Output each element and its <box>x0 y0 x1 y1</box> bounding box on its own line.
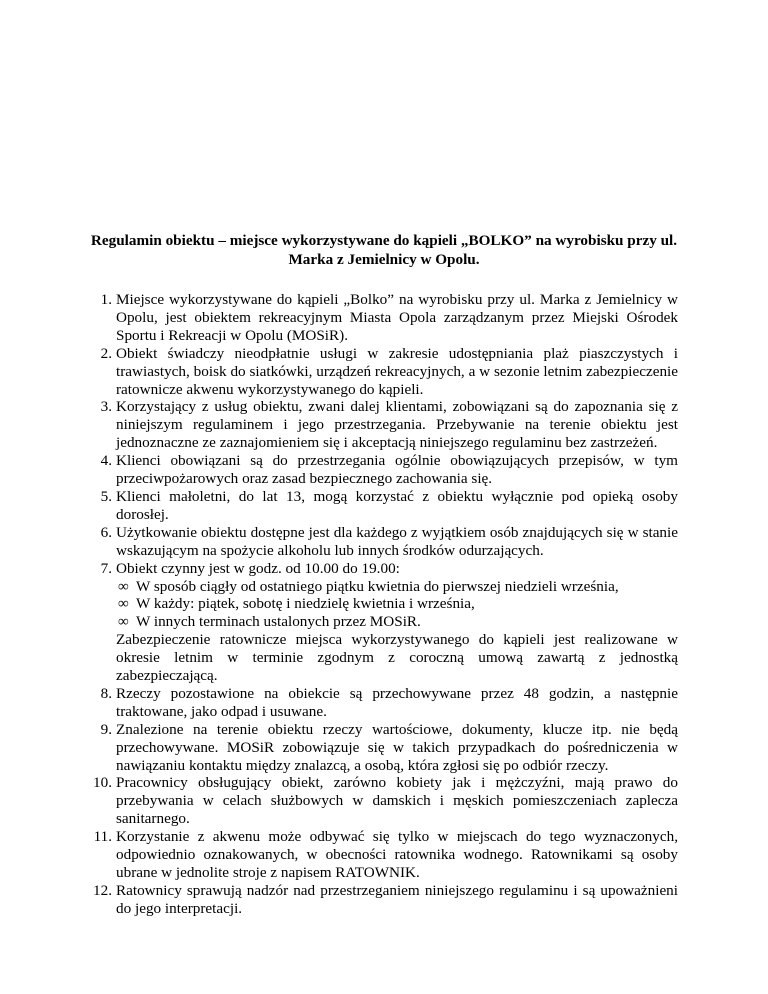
rule-item-8 <box>86 685 678 721</box>
opening-hours-text: W sposób ciągły od ostatniego piątku kwietnia do pierwszej niedzieli września, <box>136 577 619 595</box>
rule-number: 3. <box>100 398 112 416</box>
rule-item-12 <box>86 882 678 918</box>
rule-text: Obiekt czynny jest w godz. od 10.00 do 19.00: <box>116 559 400 577</box>
rule-item-5 <box>86 488 678 524</box>
rule-number: 9. <box>100 720 112 738</box>
rule-number: 6. <box>100 523 112 541</box>
rule-number: 11. <box>93 828 112 846</box>
opening-hours-item <box>116 613 678 631</box>
document-title: Regulamin obiektu – miejsce wykorzystywane do kąpieli „BOLKO” na wyrobisku przy ul. Marka z Jemielnicy w Opolu. <box>90 232 678 268</box>
rule-number: 5. <box>100 487 112 505</box>
rule-number: 7. <box>100 559 112 577</box>
opening-hours-text: W każdy: piątek, sobotę i niedzielę kwietnia i września, <box>136 595 475 613</box>
rule-item-6 <box>86 524 678 560</box>
rule-text: Korzystanie z akwenu może odbywać się tylko w miejscach do tego wyznaczonych, odpowiednio oznakowanych, w obecności ratownika wodnego. Ratownikami są osoby ubrane w jednolite stroje z napisem RATOWNIK. <box>116 828 678 881</box>
lifeguard-coverage-note: Zabezpieczenie ratownicze miejsca wykorzystywanego do kąpieli jest realizowane w okresie letnim w terminie zgodnym z coroczną umową zawartą z jednostką zabezpieczającą. <box>116 631 678 685</box>
rule-item-2 <box>86 345 678 399</box>
infinity-bullet-icon: ∞ <box>118 577 129 595</box>
rule-text: Pracownicy obsługujący obiekt, zarówno kobiety jak i mężczyźni, mają prawo do przebywania w celach służbowych w damskich i męskich pomieszczeniach zaplecza sanitarnego. <box>116 774 678 828</box>
rule-text: Rzeczy pozostawione na obiekcie są przechowywane przez 48 godzin, a następnie traktowane, jako odpad i usuwane. <box>116 684 678 720</box>
rule-text: Klienci małoletni, do lat 13, mogą korzystać z obiektu wyłącznie pod opieką osoby dorosłej. <box>116 487 678 523</box>
rule-text: Korzystający z usług obiektu, zwani dalej klientami, zobowiązani są do zapoznania się z niniejszym regulaminem i jego przestrzegania. Przebywanie na terenie obiektu jest jednoznaczne ze zaznajomieniem się i akceptacją niniejszego regulaminu bez zastrzeżeń. <box>116 398 678 452</box>
rule-item-10 <box>86 774 678 828</box>
opening-hours-list <box>116 578 678 632</box>
opening-hours-item <box>116 578 678 596</box>
rule-text: Użytkowanie obiektu dostępne jest dla każdego z wyjątkiem osób znajdujących się w stanie wskazującym na spożycie alkoholu lub innych środków odurzających. <box>116 523 678 559</box>
rule-text: Obiekt świadczy nieodpłatnie usługi w zakresie udostępniania plaż piaszczystych i trawiastych, boisk do siatkówki, urządzeń rekreacyjnych, a w sezonie letnim zabezpieczenie ratownicze akwenu wykorzystywanego do kąpieli. <box>116 344 678 398</box>
rule-text: Miejsce wykorzystywane do kąpieli „Bolko” na wyrobisku przy ul. Marka z Jemielnicy w Opolu, jest obiektem rekreacyjnym Miasta Opola zarządzanym przez Miejski Ośrodek Sportu i Rekreacji w Opolu (MOSiR). <box>116 291 678 344</box>
rule-number: 2. <box>100 344 112 362</box>
rule-number: 8. <box>100 684 112 702</box>
opening-hours-item <box>116 595 678 613</box>
rule-number: 4. <box>100 452 112 470</box>
rule-text: Ratownicy sprawują nadzór nad przestrzeganiem niniejszego regulaminu i są upoważnieni do jego interpretacji. <box>116 881 678 917</box>
rule-number: 10. <box>93 774 112 792</box>
rule-item-7 <box>86 560 678 685</box>
rule-number: 12. <box>93 881 112 899</box>
opening-hours-text: W innych terminach ustalonych przez MOSiR. <box>136 613 421 631</box>
rule-item-1 <box>86 291 678 345</box>
rule-text: Klienci obowiązani są do przestrzegania ogólnie obowiązujących przepisów, w tym przeciwpożarowych oraz zasad bezpiecznego zachowania się. <box>116 452 678 488</box>
infinity-bullet-icon: ∞ <box>118 613 129 631</box>
rules-list <box>86 291 678 918</box>
rule-item-3 <box>86 398 678 452</box>
infinity-bullet-icon: ∞ <box>118 595 129 613</box>
rule-number: 1. <box>100 291 112 308</box>
rule-text: Znalezione na terenie obiektu rzeczy wartościowe, dokumenty, klucze itp. nie będą przechowywane. MOSiR zobowiązuje się w takich przypadkach do pośredniczenia w nawiązaniu kontaktu między znalazcą, a osobą, która zgłosi się po odbiór rzeczy. <box>116 720 678 774</box>
rule-item-4 <box>86 452 678 488</box>
rule-item-11 <box>86 828 678 882</box>
rule-item-9 <box>86 721 678 775</box>
